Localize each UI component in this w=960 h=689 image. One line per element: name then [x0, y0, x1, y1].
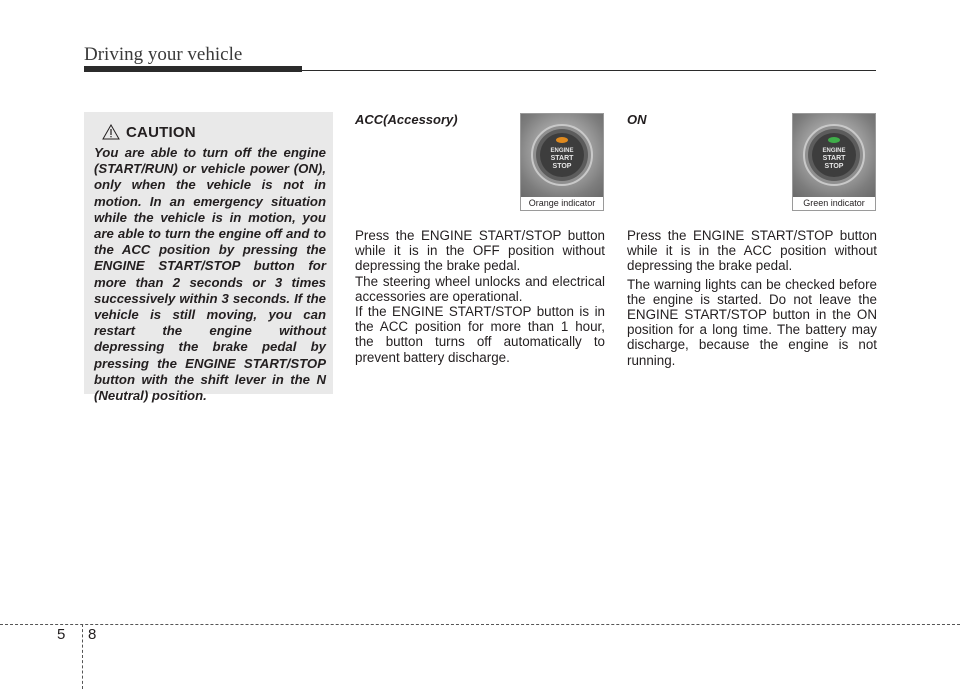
header-rule-thin	[302, 70, 876, 71]
acc-paragraph: Press the ENGINE START/STOP button while it is in the OFF position without depressing the brake pedal.	[355, 228, 605, 274]
chapter-number: 5	[57, 626, 66, 643]
on-figure-caption: Green indicator	[803, 198, 865, 208]
caution-header	[94, 121, 326, 143]
button-label-line-1: ENGINE	[550, 148, 574, 154]
on-section-title: ON	[627, 112, 647, 127]
button-label-line-3: STOP	[824, 163, 844, 170]
on-button-photo	[793, 114, 875, 197]
on-section	[627, 110, 877, 368]
on-figure	[792, 113, 876, 211]
acc-body-text	[355, 228, 605, 365]
acc-paragraph: If the ENGINE START/STOP button is in the ACC position for more than 1 hour, the button turns off automatically to prevent battery discharge.	[355, 304, 605, 365]
caution-title: CAUTION	[126, 123, 196, 141]
acc-section	[355, 110, 605, 365]
button-label-line-2: START	[550, 155, 574, 162]
button-label-line-2: START	[822, 155, 846, 162]
acc-section-title: ACC(Accessory)	[355, 112, 458, 127]
engine-start-stop-button-icon	[521, 114, 603, 197]
on-paragraph: The warning lights can be checked before the engine is started. Do not leave the ENGINE START/STOP button in the ON position for a long time. The battery may discharge, because the engine is not running.	[627, 276, 877, 368]
button-label-line-3: STOP	[552, 163, 572, 170]
footer-rule	[0, 624, 960, 625]
header-rule-thick	[84, 66, 302, 72]
caution-box	[84, 112, 333, 404]
acc-paragraph: The steering wheel unlocks and electrical accessories are operational.	[355, 273, 605, 304]
caution-text: You are able to turn off the engine (START/RUN) or vehicle power (ON), only when the vehicle is not in motion. In an emergency situation while the vehicle is in motion, you are able to turn the engine off and to the ACC position by pressing the ENGINE START/STOP button for more than 2 seconds or 3 times successively within 3 seconds. If the vehicle is still moving, you can restart the engine without depressing the brake pedal by pressing the ENGINE START/STOP button with the shift lever in the N (Neutral) position.	[94, 145, 326, 404]
footer-divider	[82, 624, 83, 689]
acc-button-photo	[521, 114, 603, 197]
on-body-text	[627, 228, 877, 368]
page-header-title: Driving your vehicle	[84, 44, 243, 65]
green-indicator-light	[828, 137, 840, 143]
engine-start-stop-button-icon	[793, 114, 875, 197]
on-paragraph: Press the ENGINE START/STOP button while it is in the ACC position without depressing the brake pedal.	[627, 228, 877, 274]
button-label-line-1: ENGINE	[822, 148, 846, 154]
acc-figure	[520, 113, 604, 211]
warning-triangle-icon	[102, 124, 120, 140]
acc-figure-caption: Orange indicator	[528, 198, 596, 208]
orange-indicator-light	[556, 137, 568, 143]
page-number: 8	[88, 626, 97, 643]
